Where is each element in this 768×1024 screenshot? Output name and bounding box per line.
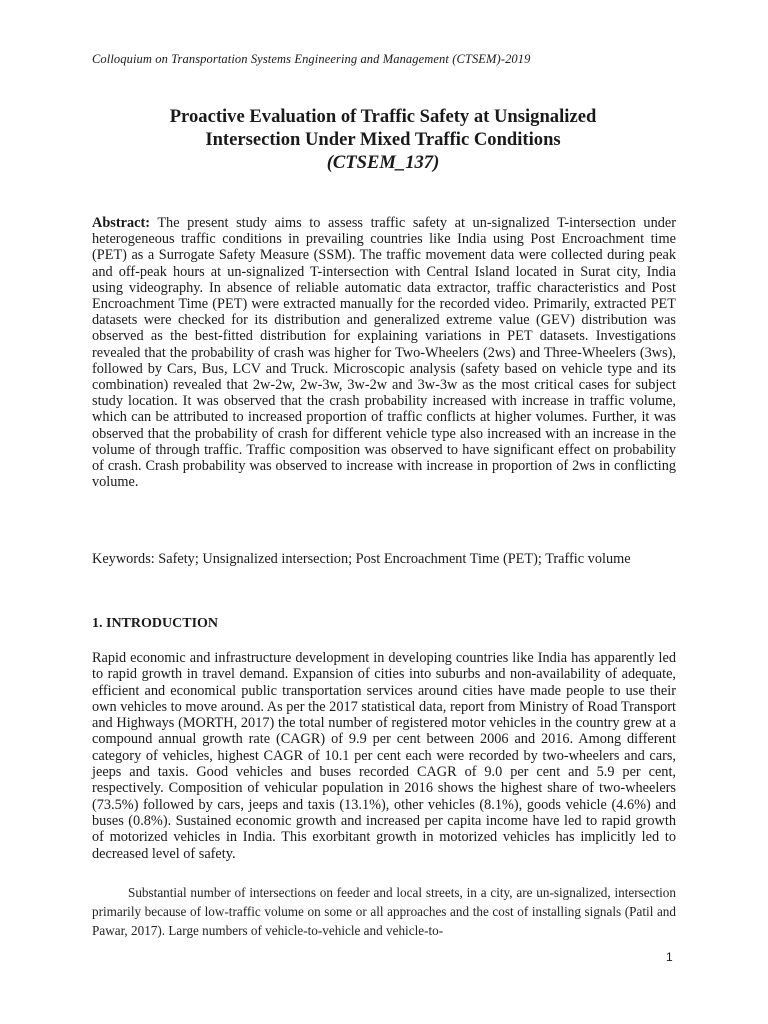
paper-code: (CTSEM_137) — [326, 152, 440, 173]
keywords: Keywords: Safety; Unsignalized intersection; Post Encroachment Time (PET); Traffic volume — [92, 551, 631, 567]
section-heading-introduction: 1. INTRODUCTION — [92, 616, 219, 631]
introduction-paragraph-2: Substantial number of intersections on feeder and local streets, in a city, are un-signalized, intersection primarily because of low-traffic volume on some or all approaches and the cost of installing signals (Patil and Pawar, 2017). Large numbers of vehicle-to-vehicle and vehicle-to- — [92, 885, 676, 938]
paper-title-line-2: Intersection Under Mixed Traffic Conditions — [205, 129, 561, 150]
title-block — [80, 105, 686, 174]
abstract-text: The present study aims to assess traffic safety at un-signalized T-intersection under heterogeneous traffic conditions in prevailing countries like India using Post Encroachment time (PET) as a Surrogate Safety Measure (SSM). The traffic movement data were collected during peak and off-peak hours at un-signalized T-intersection with Central Island located in Surat city, India using videography. In absence of reliable automatic data extractor, traffic characteristics and Post Encroachment Time (PET) were extracted manually for the recorded video. Primarily, extracted PET datasets were checked for its distribution and generalized extreme value (GEV) distribution was observed as the best-fitted distribution for explaining variations in PET datasets. Investigations revealed that the probability of crash was higher for Two-Wheelers (2ws) and Three-Wheelers (3ws), followed by Cars, Bus, LCV and Truck. Microscopic analysis (safety based on vehicle type and its combination) revealed that 2w-2w, 2w-3w, 3w-2w and 3w-3w as the most critical cases for subject study location. It was observed that the crash probability increased with increase in traffic volume, which can be attributed to increased proportion of traffic conflicts at higher volumes. Further, it was observed that the probability of crash for different vehicle type also increased with an increase in the volume of through traffic. Traffic composition was observed to have significant effect on probability of crash. Crash probability was observed to increase with increase in proportion of 2ws in conflicting volume. — [92, 215, 676, 491]
page-number: 1 — [666, 950, 673, 964]
abstract-paragraph — [92, 215, 676, 490]
running-header: Colloquium on Transportation Systems Engineering and Management (CTSEM)-2019 — [92, 52, 531, 66]
abstract-label: Abstract: — [92, 215, 150, 231]
introduction-paragraph-1: Rapid economic and infrastructure development in developing countries like India has apparently led to rapid growth in travel demand. Expansion of cities into suburbs and non-availability of adequate, efficient and economical public transportation services around cities have made people to use their own vehicles to move around. As per the 2017 statistical data, report from Ministry of Road Transport and Highways (MORTH, 2017) the total number of registered motor vehicles in the country grew at a compound annual growth rate (CAGR) of 9.9 per cent between 2006 and 2016. Among different category of vehicles, highest CAGR of 10.1 per cent each were recorded by two-wheelers and cars, jeeps and taxis. Good vehicles and buses recorded CAGR of 9.0 per cent and 5.9 per cent, respectively. Composition of vehicular population in 2016 shows the highest share of two-wheelers (73.5%) followed by cars, jeeps and taxis (13.1%), other vehicles (8.1%), goods vehicle (4.6%) and buses (0.8%). Sustained economic growth and increased per capita income have led to rapid growth of motorized vehicles in India. This exorbitant growth in motorized vehicles has implicitly led to decreased level of safety. — [92, 650, 676, 862]
paper-title-line-1: Proactive Evaluation of Traffic Safety at Unsignalized — [169, 106, 597, 127]
